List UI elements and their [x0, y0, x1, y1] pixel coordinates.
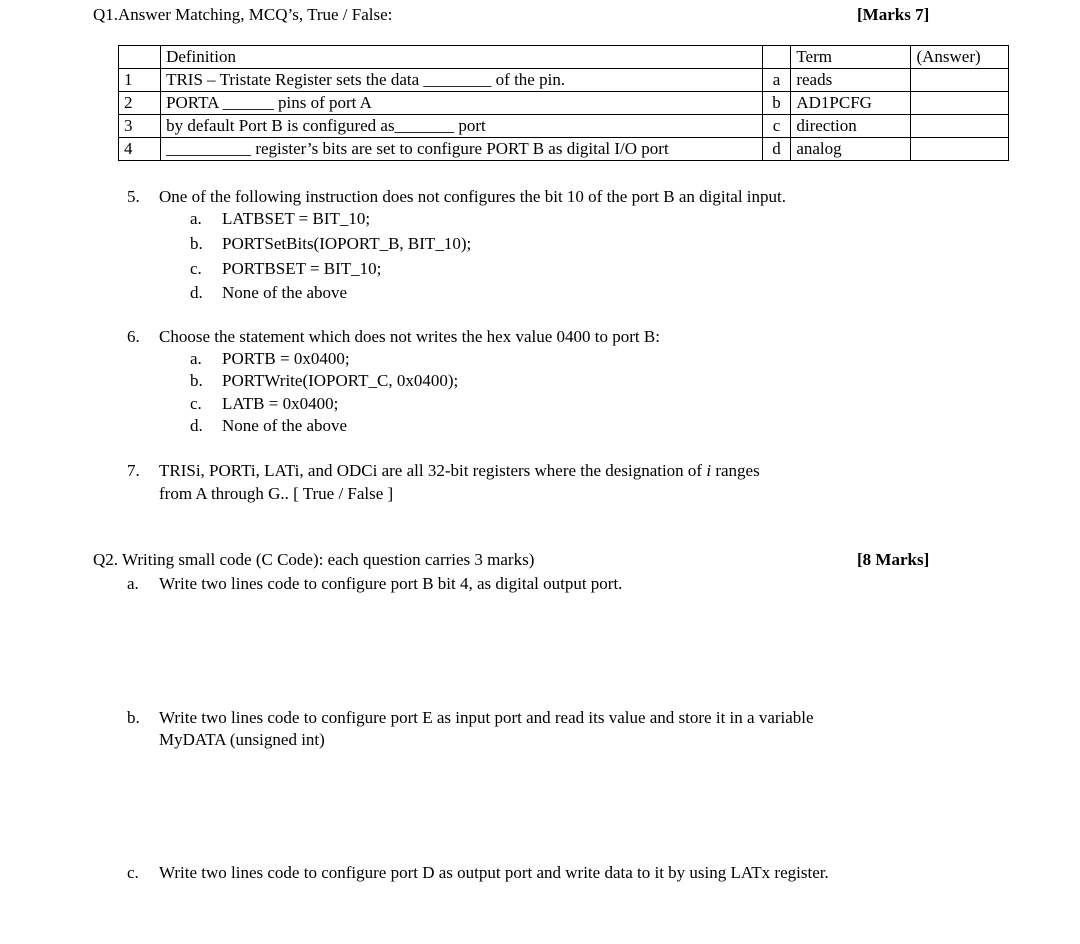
option-b[interactable] — [190, 233, 471, 255]
option-letter: a. — [190, 209, 202, 228]
row-answer-cell[interactable] — [911, 92, 1009, 115]
q2-part-c — [127, 862, 829, 884]
option-c[interactable] — [190, 393, 338, 415]
row-answer-cell[interactable] — [911, 69, 1009, 92]
option-a[interactable] — [190, 208, 370, 230]
q2-marks: [8 Marks] — [857, 550, 930, 569]
option-text: None of the above — [222, 416, 348, 435]
question-number: 6. — [127, 327, 140, 346]
question-text: Choose the statement which does not writes the hex value 0400 to port B: — [159, 327, 660, 346]
row-definition: PORTA ______ pins of port A — [161, 92, 763, 115]
table-row — [119, 115, 1009, 138]
row-definition: TRIS – Tristate Register sets the data ________ of the pin. — [161, 69, 763, 92]
option-letter: b. — [190, 371, 203, 390]
row-letter: d — [762, 138, 791, 161]
question-number: 7. — [127, 461, 140, 480]
option-text: PORTSetBits(IOPORT_B, BIT_10); — [222, 234, 472, 253]
row-num: 2 — [119, 92, 161, 115]
row-num: 3 — [119, 115, 161, 138]
header-answer: (Answer) — [911, 46, 1009, 69]
option-letter: b. — [190, 234, 203, 253]
table-row — [119, 138, 1009, 161]
part-letter: b. — [127, 708, 140, 727]
q2-part-b-line2: MyDATA (unsigned int) — [159, 730, 325, 749]
header-num-cell — [119, 46, 161, 69]
question-text-end: ranges — [711, 461, 760, 480]
option-text: PORTBSET = BIT_10; — [222, 259, 382, 278]
row-letter: a — [762, 69, 791, 92]
option-letter: d. — [190, 283, 203, 302]
matching-table — [118, 45, 1009, 161]
option-text: None of the above — [222, 283, 348, 302]
option-text: LATBSET = BIT_10; — [222, 209, 371, 228]
option-a[interactable] — [190, 348, 350, 370]
question-text: One of the following instruction does not configures the bit 10 of the port B an digital input. — [159, 187, 787, 206]
q2-heading: Q2. Writing small code (C Code): each question carries 3 marks) — [93, 550, 535, 569]
option-text: LATB = 0x0400; — [222, 394, 339, 413]
row-term: analog — [791, 138, 911, 161]
question-7-line2: from A through G.. [ True / False ] — [159, 484, 394, 503]
row-answer-cell[interactable] — [911, 138, 1009, 161]
question-number: 5. — [127, 187, 140, 206]
row-term: reads — [791, 69, 911, 92]
q1-heading: Q1.Answer Matching, MCQ’s, True / False: — [93, 5, 393, 24]
table-row — [119, 92, 1009, 115]
part-letter: a. — [127, 574, 139, 593]
option-b[interactable] — [190, 370, 458, 392]
q2-part-a — [127, 573, 622, 595]
header-definition: Definition — [161, 46, 763, 69]
row-term: AD1PCFG — [791, 92, 911, 115]
table-header-row — [119, 46, 1009, 69]
header-term: Term — [791, 46, 911, 69]
question-text: TRISi, PORTi, LATi, and ODCi are all 32-bit registers where the designation of — [159, 461, 707, 480]
option-letter: a. — [190, 349, 202, 368]
table-row — [119, 69, 1009, 92]
option-text: PORTB = 0x0400; — [222, 349, 350, 368]
row-letter: b — [762, 92, 791, 115]
question-5 — [127, 186, 786, 208]
part-text: Write two lines code to configure port D as output port and write data to it by using LATx register. — [159, 863, 829, 882]
question-italic-var: i — [706, 461, 712, 480]
option-d[interactable] — [190, 282, 347, 304]
part-text: Write two lines code to configure port E as input port and read its value and store it in a variable — [159, 708, 814, 727]
option-c[interactable] — [190, 258, 381, 280]
row-answer-cell[interactable] — [911, 115, 1009, 138]
q1-marks: [Marks 7] — [857, 5, 930, 24]
option-text: PORTWrite(IOPORT_C, 0x0400); — [222, 371, 459, 390]
row-definition: by default Port B is configured as_______ port — [161, 115, 763, 138]
option-letter: c. — [190, 259, 202, 278]
row-definition: __________ register’s bits are set to configure PORT B as digital I/O port — [161, 138, 763, 161]
option-letter: d. — [190, 416, 203, 435]
question-6 — [127, 326, 660, 348]
row-num: 1 — [119, 69, 161, 92]
part-text: Write two lines code to configure port B bit 4, as digital output port. — [159, 574, 623, 593]
row-term: direction — [791, 115, 911, 138]
question-7 — [127, 460, 760, 482]
header-letter-cell — [762, 46, 791, 69]
option-letter: c. — [190, 394, 202, 413]
row-letter: c — [762, 115, 791, 138]
option-d[interactable] — [190, 415, 347, 437]
q2-part-b — [127, 707, 814, 729]
part-letter: c. — [127, 863, 139, 882]
row-num: 4 — [119, 138, 161, 161]
